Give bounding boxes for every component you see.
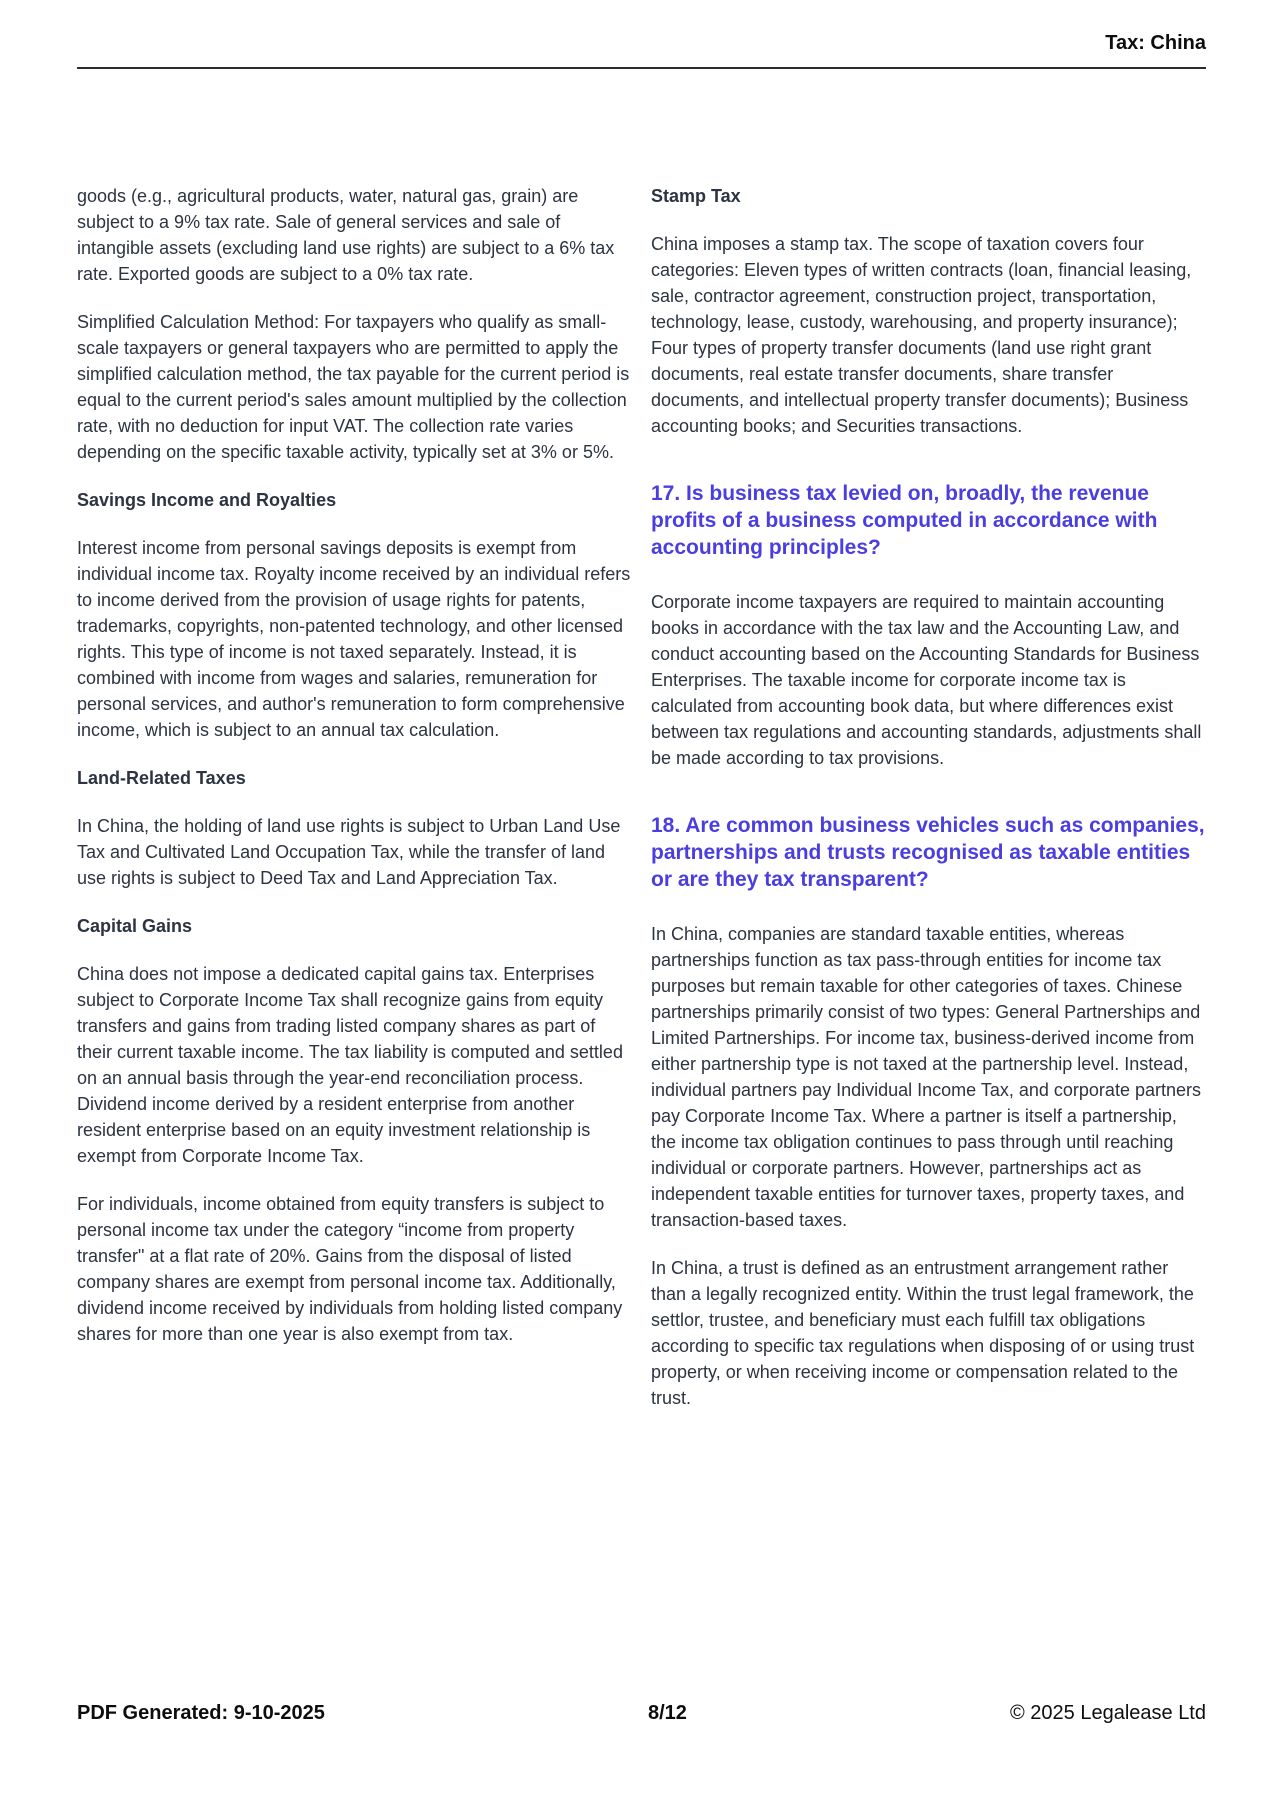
paragraph: Corporate income taxpayers are required to maintain accounting books in accordance with the tax law and the Accounting Law, and conduct accounting based on the Accounting Standards for Business Enterprises. The taxable income for corporate income tax is calculated from accounting book data, but where differences exist between tax regulations and accounting standards, adjustments shall be made according to tax provisions. [651, 592, 1202, 768]
page-number: 8/12 [647, 1702, 687, 1724]
paragraph: China does not impose a dedicated capital gains tax. Enterprises subject to Corporate Income Tax shall recognize gains from equity transfers and gains from trading listed company shares as part of their current taxable income. The tax liability is computed and settled on an annual basis through the year-end reconciliation process. Dividend income derived by a resident enterprise from another resident enterprise based on an equity investment relationship is exempt from Corporate Income Tax. [77, 964, 623, 1166]
right-column [651, 183, 1206, 1433]
document-title: Tax: China [1105, 32, 1206, 54]
section-heading: Land-Related Taxes [77, 768, 246, 788]
section-heading: Stamp Tax [651, 186, 741, 206]
paragraph: In China, the holding of land use rights is subject to Urban Land Use Tax and Cultivated Land Occupation Tax, while the transfer of land use rights is subject to Deed Tax and Land Appreciation Tax. [77, 816, 621, 888]
paragraph: Simplified Calculation Method: For taxpayers who qualify as small-scale taxpayers or general taxpayers who are permitted to apply the simplified calculation method, the tax payable for the current period is equal to the current period's sales amount multiplied by the collection rate, with no deduction for input VAT. The collection rate varies depending on the specific taxable activity, typically set at 3% or 5%. [77, 312, 630, 462]
section-heading: Capital Gains [77, 916, 193, 936]
pdf-generated-date: PDF Generated: 9-10-2025 [77, 1702, 325, 1724]
paragraph: Interest income from personal savings deposits is exempt from individual income tax. Royalty income received by an individual refers to income derived from the provision of usage rights for patents, trademarks, copyrights, non-patented technology, and other licensed rights. This type of income is not taxed separately. Instead, it is combined with income from wages and salaries, remuneration for personal services, and author's remuneration to form comprehensive income, which is subject to an annual tax calculation. [77, 538, 631, 740]
paragraph: In China, companies are standard taxable entities, whereas partnerships function as tax pass-through entities for income tax purposes but remain taxable for other categories of taxes. Chinese partnerships primarily consist of two types: General Partnerships and Limited Partnerships. For income tax, business-derived income from either partnership type is not taxed at the partnership level. Instead, individual partners pay Individual Income Tax, and corporate partners pay Corporate Income Tax. Where a partner is itself a partnership, the income tax obligation continues to pass through until reaching individual or corporate partners. However, partnerships act as independent taxable entities for turnover taxes, property taxes, and transaction-based taxes. [651, 924, 1201, 1230]
content-area [77, 183, 1206, 1433]
copyright: © 2025 Legalease Ltd [1009, 1702, 1206, 1724]
header-divider [77, 67, 1206, 69]
left-column [77, 183, 632, 1433]
section-heading: Savings Income and Royalties [77, 490, 337, 510]
page-footer [77, 1701, 1206, 1725]
paragraph: For individuals, income obtained from equity transfers is subject to personal income tax under the category “income from property transfer" at a flat rate of 20%. Gains from the disposal of listed company shares are exempt from personal income tax. Additionally, dividend income received by individuals from holding listed company shares for more than one year is also exempt from tax. [77, 1194, 623, 1344]
question-heading: 17. Is business tax levied on, broadly, the revenue profits of a business computed in accordance with accounting principles? [651, 482, 1158, 559]
question-heading: 18. Are common business vehicles such as companies, partnerships and trusts recognised as taxable entities or are they tax transparent? [651, 814, 1205, 891]
paragraph: China imposes a stamp tax. The scope of taxation covers four categories: Eleven types of written contracts (loan, financial leasing, sale, contractor agreement, construction project, transportation, technology, lease, custody, warehousing, and property insurance); Four types of property transfer documents (land use right grant documents, real estate transfer documents, share transfer documents, and intellectual property transfer documents); Business accounting books; and Securities transactions. [651, 234, 1192, 436]
paragraph: goods (e.g., agricultural products, water, natural gas, grain) are subject to a 9% tax rate. Sale of general services and sale of intangible assets (excluding land use rights) are subject to a 6% tax rate. Exported goods are subject to a 0% tax rate. [77, 186, 615, 284]
paragraph: In China, a trust is defined as an entrustment arrangement rather than a legally recognized entity. Within the trust legal framework, the settlor, trustee, and beneficiary must each fulfill tax obligations according to specific tax regulations when disposing of or using trust property, or when receiving income or compensation related to the trust. [651, 1258, 1195, 1408]
